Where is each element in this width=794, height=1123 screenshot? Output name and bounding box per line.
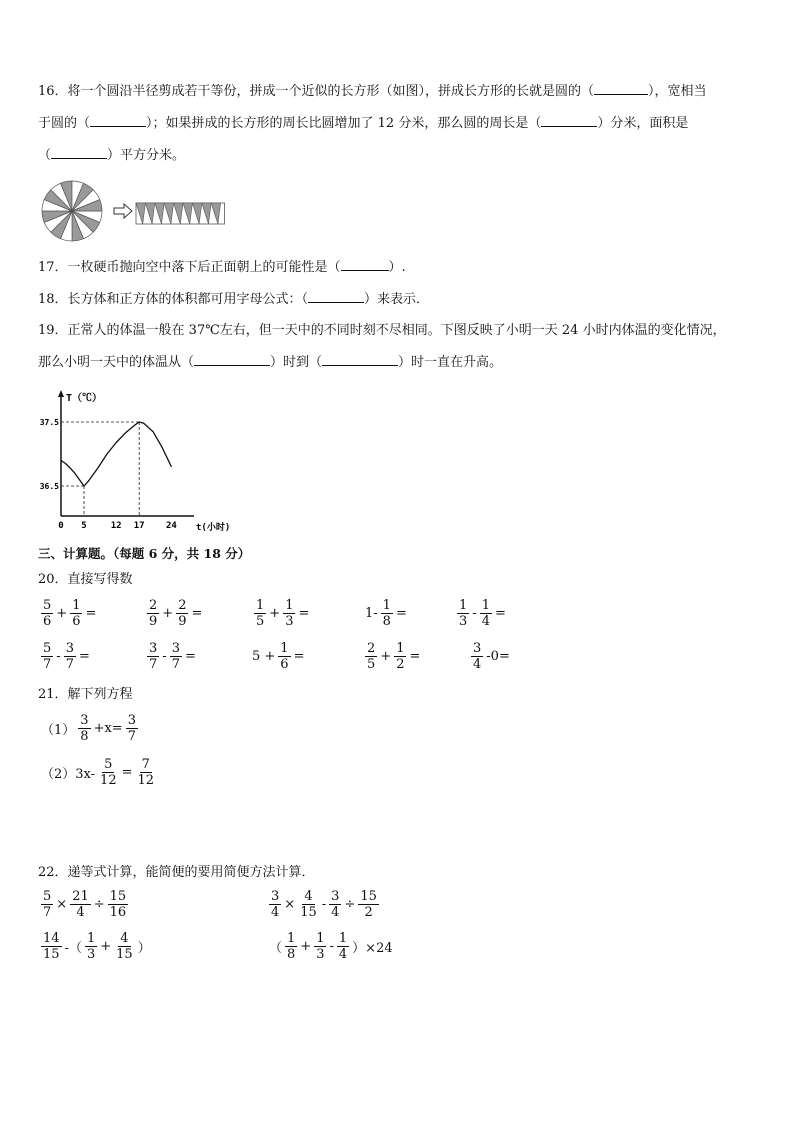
fraction: $\frac{2}{9}$	[178, 598, 187, 629]
x-tick-label: 24	[165, 521, 177, 531]
fraction: $\frac{2}{5}$	[367, 641, 376, 672]
fraction: $\frac{5}{7}$	[43, 889, 52, 920]
fraction: $\frac{15}{16}$	[109, 889, 127, 920]
y-tick-label: 37.5	[39, 418, 59, 427]
x-axis-label: t(小时)	[196, 523, 230, 533]
fraction: $\frac{1}{6}$	[280, 641, 289, 672]
fraction: $\frac{1}{2}$	[396, 641, 405, 672]
fraction: $\frac{3}{7}$	[149, 641, 158, 672]
fraction: $\frac{3}{4}$	[473, 641, 482, 672]
fraction: $\frac{3}{7}$	[171, 641, 180, 672]
q20-title: 20．直接写得数	[38, 572, 133, 587]
x-tick-label: 12	[110, 521, 122, 531]
q22-expression-4: （ $\frac{1}{8}$ + $\frac{1}{3}$ - $\frac{1}{4}$ ）×24	[269, 931, 393, 962]
fraction: $\frac{3}{8}$	[80, 713, 89, 744]
fraction: $\frac{1}{4}$	[481, 598, 490, 629]
fraction: $\frac{1}{8}$	[287, 931, 296, 962]
q22-expression-2: $\frac{3}{4}$ × $\frac{4}{15}$ - $\frac{3}{4}$ ÷ $\frac{15}{2}$	[271, 889, 377, 920]
fraction: $\frac{3}{7}$	[65, 641, 74, 672]
y-axis-label: T（℃）	[66, 393, 103, 404]
q20-item-3: $\frac{1}{5}$ + $\frac{1}{3}$ =	[256, 598, 310, 629]
q19-line2: 那么小明一天中的体温从（ ）时到（ ）时一直在升高。	[38, 355, 503, 370]
rectangle-strips-icon	[136, 203, 225, 224]
fraction: $\frac{1}{3}$	[285, 598, 294, 629]
q20-item-4: 1- $\frac{1}{8}$ =	[365, 598, 407, 629]
fraction: $\frac{1}{3}$	[86, 931, 96, 962]
fraction: $\frac{5}{6}$	[43, 598, 52, 629]
answer-blank[interactable]	[194, 353, 270, 366]
q16-line1: 16．将一个圆沿半径剪成若干等份，拼成一个近似的长方形（如图），拼成长方形的长就是圆的（ ），宽相当	[38, 84, 707, 99]
q21-equation-1: （1） $\frac{3}{8}$ +x= $\frac{3}{7}$	[41, 713, 136, 744]
q20-item-9: $\frac{2}{5}$ + $\frac{1}{2}$ =	[367, 641, 421, 672]
fraction: $\frac{3}{4}$	[271, 889, 280, 920]
q22-expression-3: $\frac{14}{15}$ -（ $\frac{1}{3}$ + $\frac{4}{15}$ ）	[43, 931, 151, 962]
y-tick-label: 36.5	[39, 482, 59, 491]
fraction: $\frac{21}{4}$	[72, 889, 89, 920]
fraction: $\frac{14}{15}$	[43, 931, 60, 962]
q22-expression-1: $\frac{5}{7}$ × $\frac{21}{4}$ ÷ $\frac{15}{16}$	[43, 889, 127, 920]
fraction: $\frac{4}{15}$	[300, 889, 317, 920]
section-3-title: 三、计算题。（每题 6 分，共 18 分）	[38, 546, 251, 561]
q20-item-6: $\frac{5}{7}$ - $\frac{3}{7}$ =	[43, 641, 90, 672]
fraction: $\frac{1}{5}$	[256, 598, 265, 629]
q19-line1: 19．正常人的体温一般在 37℃左右，但一天中的不同时刻不尽相同。下图反映了小明一天 24 小时内体温的变化情况，	[38, 323, 726, 338]
q20-item-10: $\frac{3}{4}$ -0=	[473, 641, 510, 672]
fraction: $\frac{1}{3}$	[459, 598, 468, 629]
answer-blank[interactable]	[51, 146, 107, 159]
fraction: $\frac{3}{4}$	[331, 889, 340, 920]
q20-item-1: $\frac{5}{6}$ + $\frac{1}{6}$ =	[43, 598, 97, 629]
q20-item-5: $\frac{1}{3}$ - $\frac{1}{4}$ =	[459, 598, 506, 629]
q16-line2: 于圆的（ ）；如果拼成的长方形的周长比圆增加了 12 分米，那么圆的周长是（ ）分米，面积是	[38, 116, 689, 131]
fraction: $\frac{1}{4}$	[338, 931, 348, 962]
x-tick-label: 17	[133, 521, 145, 531]
fraction: $\frac{5}{7}$	[43, 641, 52, 672]
right-arrow-icon	[114, 204, 132, 218]
q16-line3: （ ）平方分米。	[38, 148, 186, 163]
answer-blank[interactable]	[308, 290, 364, 303]
answer-blank[interactable]	[341, 258, 389, 271]
fraction: $\frac{5}{12}$	[100, 757, 117, 788]
answer-blank[interactable]	[594, 82, 648, 95]
fraction: $\frac{4}{15}$	[116, 931, 133, 962]
fraction: $\frac{2}{9}$	[149, 598, 158, 629]
q17: 17．一枚硬币抛向空中落下后正面朝上的可能性是（ ）.	[38, 260, 406, 275]
sectored-circle-icon	[42, 181, 102, 241]
q18: 18．长方体和正方体的体积都可用字母公式：（ ）来表示．	[38, 292, 430, 307]
q20-item-7: $\frac{3}{7}$ - $\frac{3}{7}$ =	[149, 641, 196, 672]
answer-blank[interactable]	[90, 114, 146, 127]
temperature-chart	[36, 384, 230, 534]
q21-title: 21．解下列方程	[38, 687, 133, 702]
q20-item-2: $\frac{2}{9}$ + $\frac{2}{9}$ =	[149, 598, 203, 629]
fraction: $\frac{15}{2}$	[360, 889, 377, 920]
q21-equation-2: （2）3x- $\frac{5}{12}$ = $\frac{7}{12}$	[41, 757, 155, 788]
q22-title: 22．递等式计算，能简便的要用简便方法计算．	[38, 865, 315, 880]
answer-blank[interactable]	[322, 353, 398, 366]
fraction: $\frac{7}{12}$	[137, 757, 155, 788]
fraction: $\frac{1}{3}$	[316, 931, 325, 962]
q20-item-8: 5 + $\frac{1}{6}$ =	[252, 641, 305, 672]
x-tick-label: 5	[81, 521, 87, 531]
answer-blank[interactable]	[541, 114, 597, 127]
fraction: $\frac{1}{6}$	[72, 598, 81, 629]
fraction: $\frac{3}{7}$	[127, 713, 136, 744]
fraction: $\frac{1}{8}$	[382, 598, 391, 629]
circle-to-rectangle-figure	[40, 180, 230, 244]
x-tick-label: 0	[58, 521, 64, 531]
